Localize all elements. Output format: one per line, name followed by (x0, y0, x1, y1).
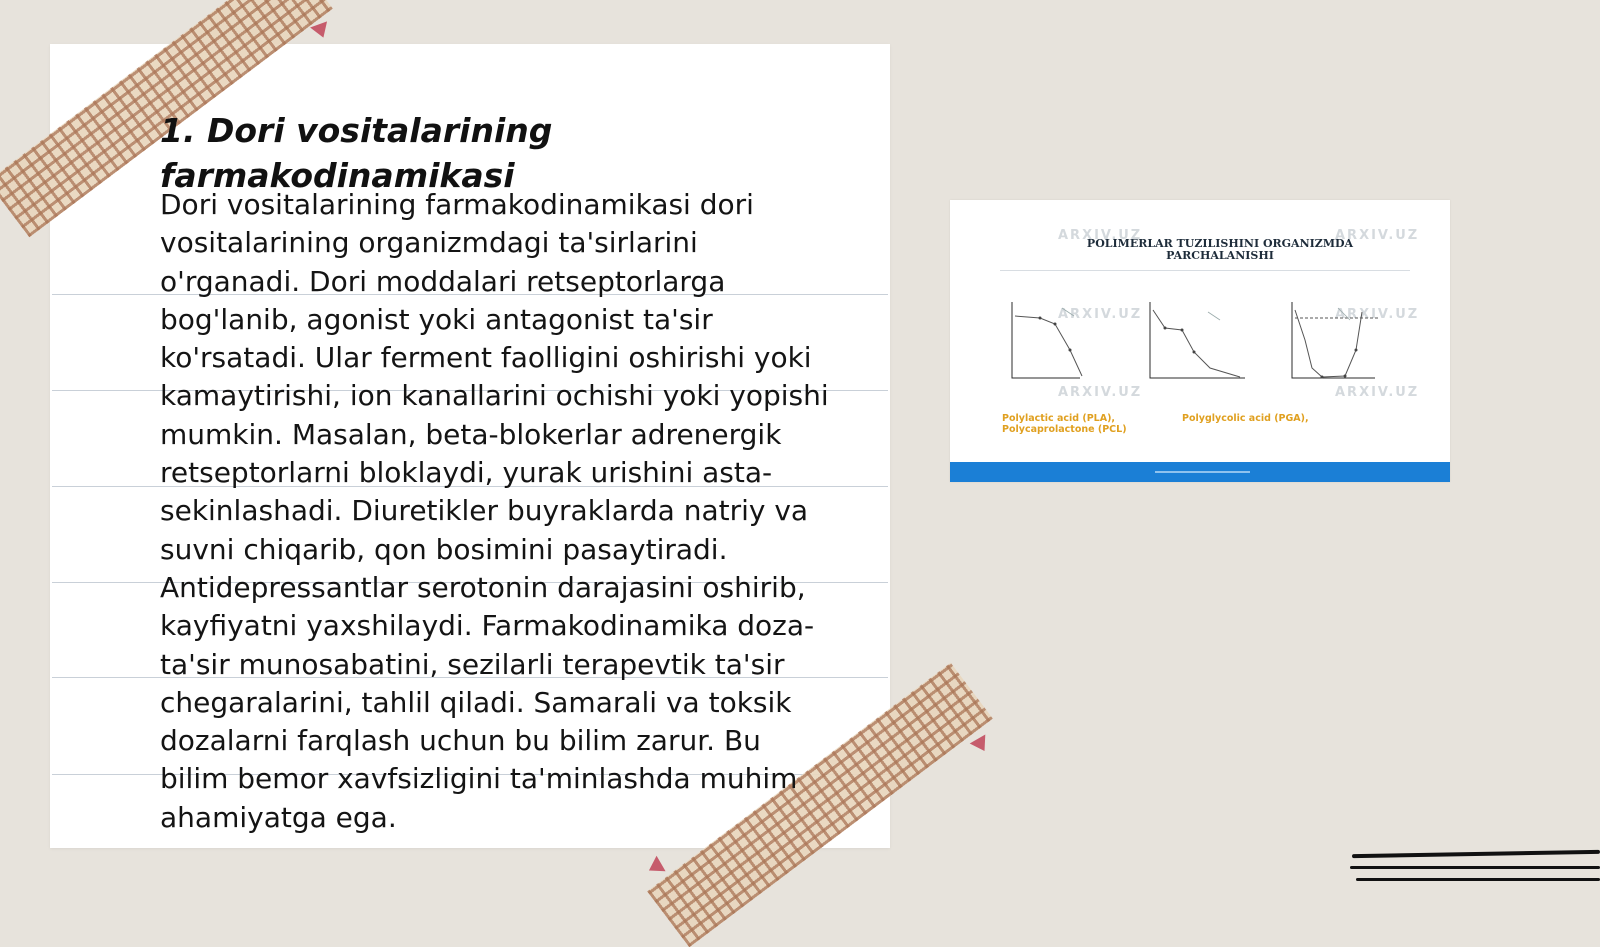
footer-bar-accent (1155, 471, 1250, 473)
figure-footer-bar (950, 462, 1450, 482)
slide-body-text: Dori vositalarining farmakodinamikasi dori vositalarining organizmdagi ta'sirlarini o'rganadi. Dori moddalari retseptorlarga bog'lanib, agonist yoki antagonist ta'sir ko'rsatadi. Ular ferment faolligini oshirishi yoki kamaytirishi, ion kanallarini ochishi yoki yopishi mumkin. Masalan, beta-blokerlar adrenergik retseptorlarni bloklaydi, yurak urishini asta-sekinlashadi. Diuretikler buyraklarda natriy va suvni chiqarib, qon bosimini pasaytiradi. Antidepressantlar serotonin darajasini oshirib, kayfiyatni yaxshilaydi. Farmakodinamika doza-ta'sir munosabatini, sezilarli terapevtik ta'sir chegaralarini, tahlil qiladi. Samarali va toksik dozalarni farqlash uchun bu bilim zarur. Bu bilim bemor xavfsizligini ta'minlashda muhim ahamiyatga ega. (160, 188, 829, 834)
watermark-text: ARXIV.UZ (1335, 307, 1420, 322)
watermark-text: ARXIV.UZ (1335, 228, 1420, 243)
pin-icon (310, 21, 332, 40)
figure-legend-right: Polyglycolic acid (PGA), (1182, 413, 1309, 424)
polymer-degradation-figure (950, 200, 1450, 482)
figure-title: POLIMERLAR TUZILISHINI ORGANIZMDA PARCHALANISHI (1086, 237, 1354, 262)
watermark-text: ARXIV.UZ (1335, 385, 1420, 400)
watermark-text: ARXIV.UZ (1058, 385, 1143, 400)
slide-title: 1. Dori vositalarining farmakodinamikasi (160, 111, 553, 195)
decorative-brush-line (1350, 866, 1600, 869)
degradation-curves-graphic (950, 200, 1450, 482)
watermark-text: ARXIV.UZ (1058, 307, 1143, 322)
figure-legend-left: Polylactic acid (PLA), Polycaprolactone (PCL) (1002, 413, 1127, 435)
decorative-brush-line (1352, 850, 1600, 858)
pin-icon (644, 856, 665, 879)
watermark-text: ARXIV.UZ (1058, 228, 1143, 243)
decorative-brush-line (1356, 878, 1600, 881)
pin-icon (970, 734, 993, 755)
